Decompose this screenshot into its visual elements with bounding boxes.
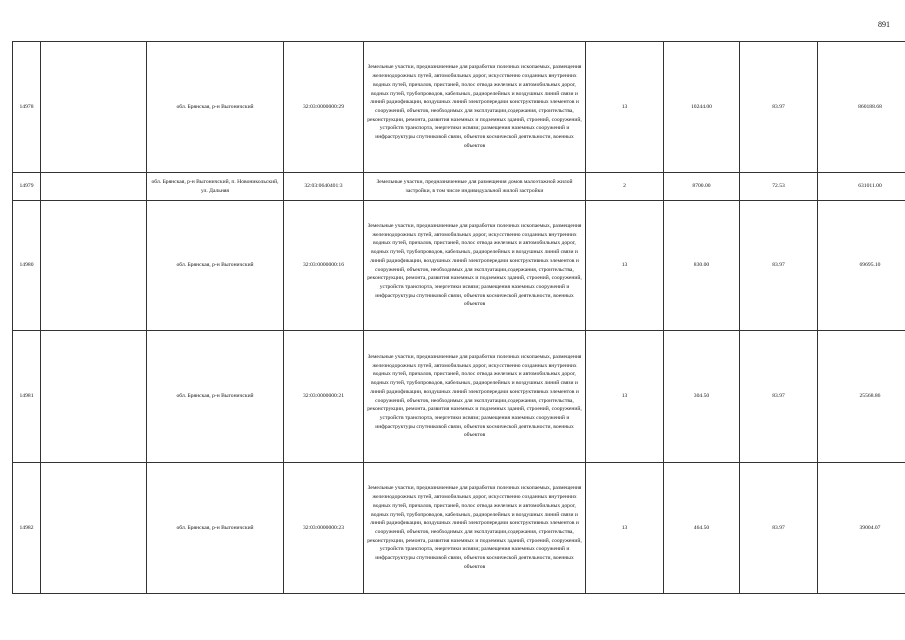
- row-purpose-code: 13: [586, 331, 664, 463]
- row-specific-value: 83.97: [740, 42, 818, 173]
- row-land-purpose: Земельные участки, предназначенные для разработки полезных ископаемых, размещения железнодорожных путей, автомобильных дорог, искусственно созданных внутренних водных путей, причалов, пристаней, полос отвода железных и автомобильных дорог, водных путей, трубопроводов, кабельных, радиорелейных и воздушных линий связи и линий радиофикации, воздушных линий электропередачи конструктивных элементов и сооружений, объектов, необходимых для эксплуатации,содержания, строительства, реконструкции, ремонта, развития наземных и подземных зданий, строений, сооружений, устройств транспорта, энергетики иcвязи; размещения наземных сооружений и инфраструктуры спутниковой связи, объектов космической деятельности, военных объектов: [364, 201, 586, 331]
- row-address: обл. Брянская, р-н Выгоничский: [147, 201, 284, 331]
- row-specific-value: 83.97: [740, 201, 818, 331]
- row-cadastral-value: 39004.07: [818, 463, 905, 594]
- table-row: [13, 201, 905, 331]
- row-purpose-code: 13: [586, 463, 664, 594]
- row-cadastral-number: 32:03:0000000:29: [284, 42, 364, 173]
- row-id: 14981: [13, 331, 41, 463]
- row-address: обл. Брянская, р-н Выгоничский: [147, 42, 284, 173]
- row-address: обл. Брянская, р-н Выгоничский: [147, 331, 284, 463]
- row-cadastral-value: 69695.10: [818, 201, 905, 331]
- row-purpose-code: 13: [586, 201, 664, 331]
- row-blank-cell: [41, 201, 147, 331]
- row-cadastral-number: 32:03:0000000:21: [284, 331, 364, 463]
- row-blank-cell: [41, 463, 147, 594]
- row-area: 304.50: [664, 331, 740, 463]
- row-address: обл. Брянская, р-н Выгоничский, п. Новоникольский, ул. Дальняя: [147, 173, 284, 201]
- row-area: 10244.00: [664, 42, 740, 173]
- row-purpose-code: 2: [586, 173, 664, 201]
- row-cadastral-number: 32:03:0000000:23: [284, 463, 364, 594]
- row-purpose-code: 13: [586, 42, 664, 173]
- row-land-purpose: Земельные участки, предназначенные для разработки полезных ископаемых, размещения железнодорожных путей, автомобильных дорог, искусственно созданных внутренних водных путей, причалов, пристаней, полос отвода железных и автомобильных дорог, водных путей, трубопроводов, кабельных, радиорелейных и воздушных линий связи и линий радиофикации, воздушных линий электропередачи конструктивных элементов и сооружений, объектов, необходимых для эксплуатации,содержания, строительства, реконструкции, ремонта, развития наземных и подземных зданий, строений, сооружений, устройств транспорта, энергетики иcвязи; размещения наземных сооружений и инфраструктуры спутниковой связи, объектов космической деятельности, военных объектов: [364, 463, 586, 594]
- row-blank-cell: [41, 173, 147, 201]
- table-row: [13, 331, 905, 463]
- row-specific-value: 72.53: [740, 173, 818, 201]
- row-land-purpose: Земельные участки, предназначенные для разработки полезных ископаемых, размещения железнодорожных путей, автомобильных дорог, искусственно созданных внутренних водных путей, причалов, пристаней, полос отвода железных и автомобильных дорог, водных путей, трубопроводов, кабельных, радиорелейных и воздушных линий связи и линий радиофикации, воздушных линий электропередачи конструктивных элементов и сооружений, объектов, необходимых для эксплуатации,содержания, строительства, реконструкции, ремонта, развития наземных и подземных зданий, строений, сооружений, устройств транспорта, энергетики иcвязи; размещения наземных сооружений и инфраструктуры спутниковой связи, объектов космической деятельности, военных объектов: [364, 42, 586, 173]
- row-specific-value: 83.97: [740, 331, 818, 463]
- table-row: [13, 42, 905, 173]
- row-blank-cell: [41, 42, 147, 173]
- page-number: 891: [878, 20, 890, 29]
- table-row: [13, 463, 905, 594]
- row-area: 8700.00: [664, 173, 740, 201]
- row-cadastral-value: 25568.86: [818, 331, 905, 463]
- row-cadastral-value: 631011.00: [818, 173, 905, 201]
- row-id: 14982: [13, 463, 41, 594]
- row-cadastral-number: 32:03:0640401:3: [284, 173, 364, 201]
- row-cadastral-number: 32:03:0000000:16: [284, 201, 364, 331]
- row-id: 14979: [13, 173, 41, 201]
- row-id: 14978: [13, 42, 41, 173]
- table-row: [13, 173, 905, 201]
- row-blank-cell: [41, 331, 147, 463]
- row-id: 14980: [13, 201, 41, 331]
- row-land-purpose: Земельные участки, предназначенные для разработки полезных ископаемых, размещения железнодорожных путей, автомобильных дорог, искусственно созданных внутренних водных путей, причалов, пристаней, полос отвода железных и автомобильных дорог, водных путей, трубопроводов, кабельных, радиорелейных и воздушных линий связи и линий радиофикации, воздушных линий электропередачи конструктивных элементов и сооружений, объектов, необходимых для эксплуатации,содержания, строительства, реконструкции, ремонта, развития наземных и подземных зданий, строений, сооружений, устройств транспорта, энергетики иcвязи; размещения наземных сооружений и инфраструктуры спутниковой связи, объектов космической деятельности, военных объектов: [364, 331, 586, 463]
- row-cadastral-value: 860188.68: [818, 42, 905, 173]
- cadastral-value-table: [12, 41, 905, 594]
- row-land-purpose: Земельные участки, предназначенные для размещения домов малоэтажной жилой застройки, в том числе индивидуальной жилой застройки: [364, 173, 586, 201]
- row-specific-value: 83.97: [740, 463, 818, 594]
- row-area: 830.00: [664, 201, 740, 331]
- row-address: обл. Брянская, р-н Выгоничский: [147, 463, 284, 594]
- row-area: 464.50: [664, 463, 740, 594]
